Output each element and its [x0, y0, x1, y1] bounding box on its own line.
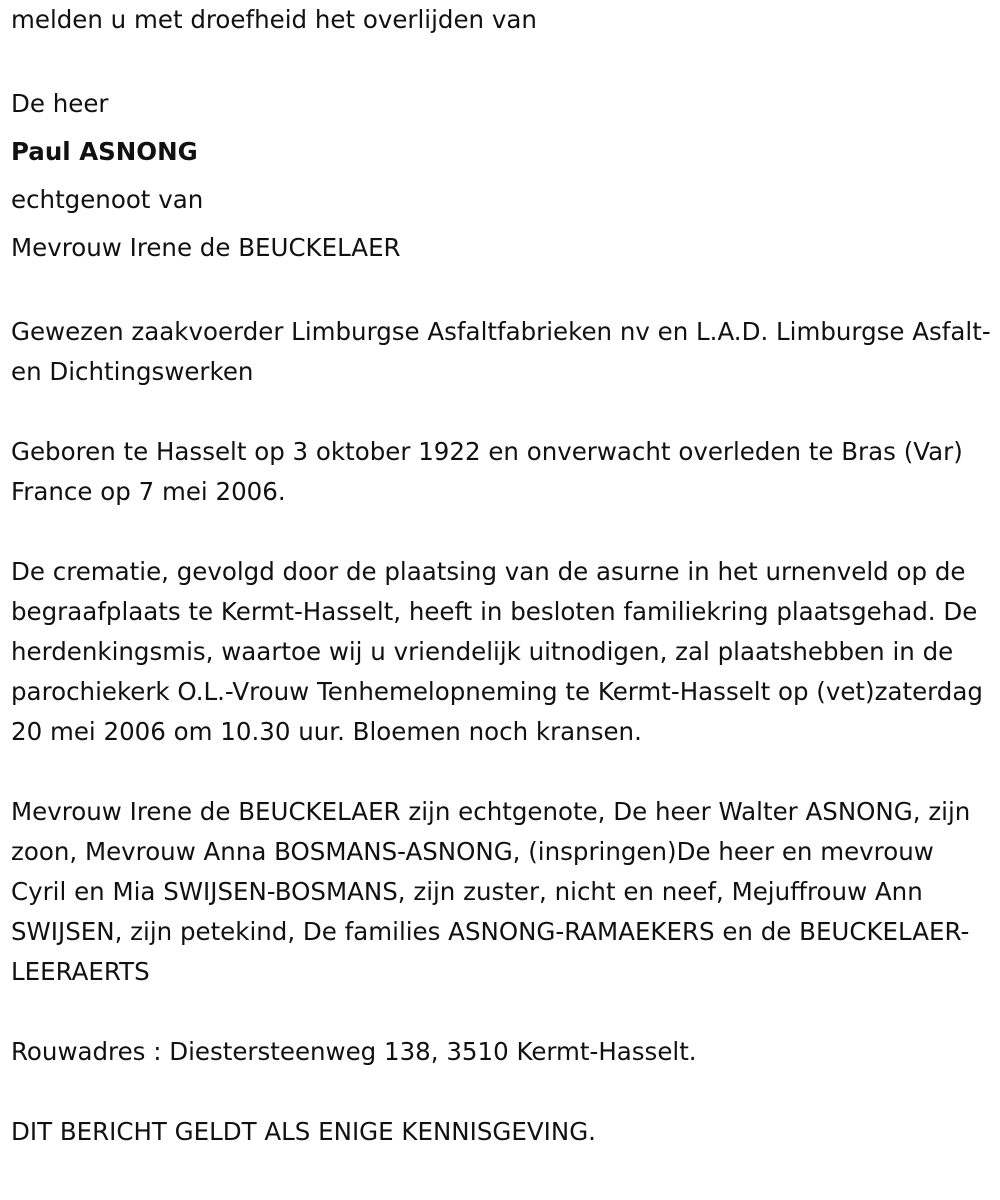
- spouse-intro: echtgenoot van: [11, 185, 204, 214]
- title-line: De heer: [11, 89, 109, 118]
- spacer: [11, 40, 991, 80]
- address-line: Rouwadres : Diestersteenweg 138, 3510 Kermt-Hasselt.: [11, 1037, 697, 1066]
- family-paragraph: Mevrouw Irene de BEUCKELAER zijn echtgenote, De heer Walter ASNONG, zijn zoon, Mevrouw Anna BOSMANS-ASNONG, (inspringen)De heer en mevrouw Cyril en Mia SWIJSEN-BOSMANS, zijn zuster, nicht en neef, Mejuffrouw Ann SWIJSEN, zijn petekind, De families ASNONG-RAMAEKERS en de BEUCKELAER-LEERAERTS: [11, 797, 971, 986]
- spacer: [11, 512, 991, 552]
- spouse-name: Mevrouw Irene de BEUCKELAER: [11, 233, 401, 262]
- spacer: [11, 1072, 991, 1112]
- ceremony-paragraph: De crematie, gevolgd door de plaatsing van de asurne in het urnenveld op de begraafplaats te Kermt-Hasselt, heeft in besloten familiekring plaatsgehad. De herdenkingsmis, waartoe wij u vriendelijk uitnodigen, zal plaatshebben in de parochiekerk O.L.-Vrouw Tenhemelopneming te Kermt-Hasselt op (vet)zaterdag 20 mei 2006 om 10.30 uur. Bloemen noch kransen.: [11, 557, 983, 746]
- spacer: [11, 752, 991, 792]
- obituary-document: [11, 0, 991, 1152]
- notice-line: DIT BERICHT GELDT ALS ENIGE KENNISGEVING.: [11, 1117, 596, 1146]
- birth-death-paragraph: Geboren te Hasselt op 3 oktober 1922 en onverwacht overleden te Bras (Var) France op 7 mei 2006.: [11, 437, 963, 506]
- spacer: [11, 992, 991, 1032]
- intro-text: melden u met droefheid het overlijden van: [11, 5, 537, 34]
- spacer: [11, 392, 991, 432]
- occupation-paragraph: Gewezen zaakvoerder Limburgse Asfaltfabrieken nv en L.A.D. Limburgse Asfalt- en Dichtingswerken: [11, 317, 991, 386]
- spacer: [11, 272, 991, 312]
- deceased-name: Paul ASNONG: [11, 137, 198, 166]
